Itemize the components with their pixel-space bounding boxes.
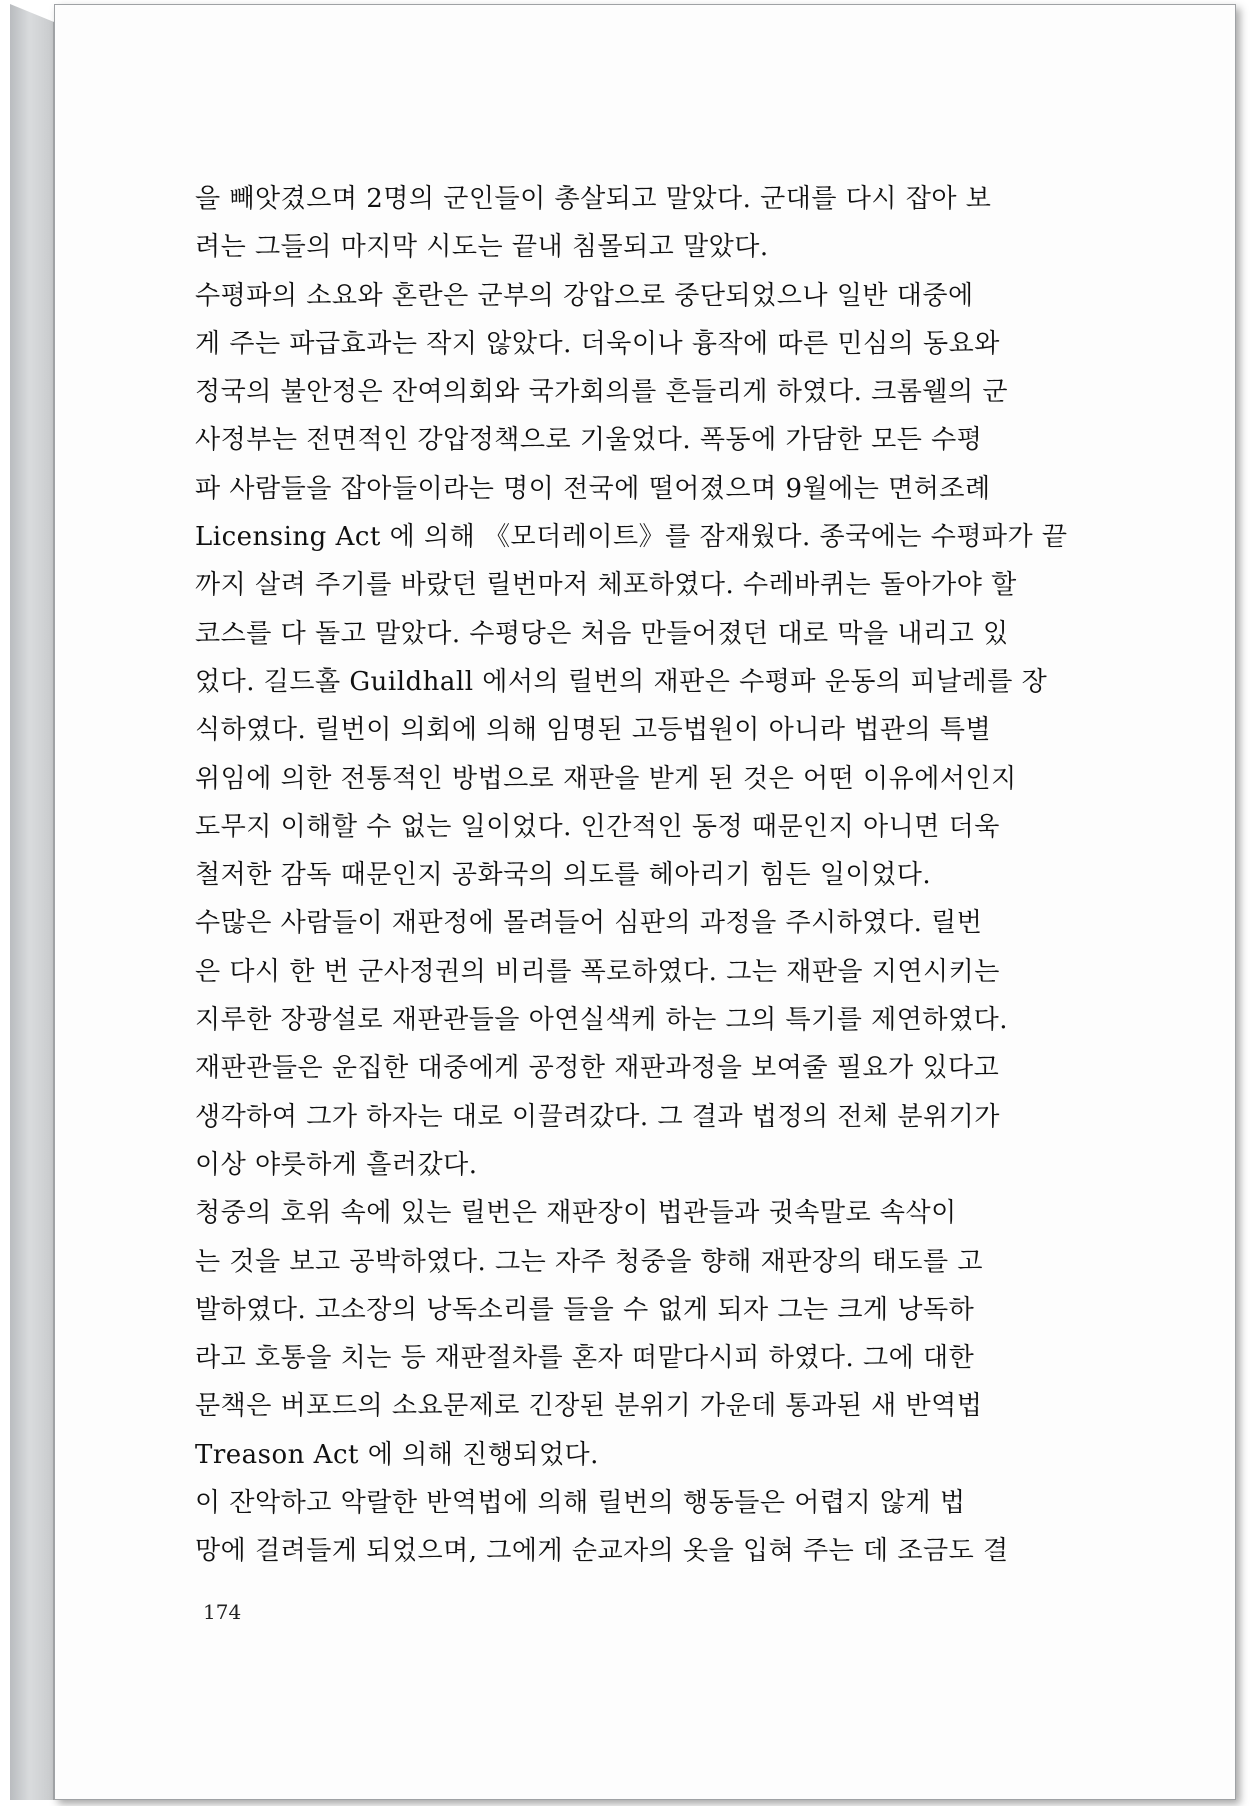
- text-line: 이 잔악하고 악랄한 반역법에 의해 릴번의 행동들은 어렵지 않게 법: [195, 1488, 966, 1519]
- book-page: [54, 4, 1236, 1800]
- text-line: 생각하여 그가 하자는 대로 이끌려갔다. 그 결과 법정의 전체 분위기가: [195, 1101, 1000, 1132]
- text-line: 수많은 사람들이 재판정에 몰려들어 심판의 과정을 주시하였다. 릴번: [195, 908, 983, 939]
- text-line: 코스를 다 돌고 말았다. 수평당은 처음 만들어졌던 대로 막을 내리고 있: [195, 618, 1009, 649]
- text-line: 식하였다. 릴번이 의회에 의해 임명된 고등법원이 아니라 법관의 특별: [195, 715, 992, 746]
- text-line: 청중의 호위 속에 있는 릴번은 재판장이 법관들과 귓속말로 속삭이: [195, 1198, 957, 1229]
- text-line: 게 주는 파급효과는 작지 않았다. 더욱이나 흉작에 따른 민심의 동요와: [195, 328, 1000, 359]
- page-number: 174: [203, 1600, 242, 1624]
- text-line: 위임에 의한 전통적인 방법으로 재판을 받게 된 것은 어떤 이유에서인지: [195, 763, 1017, 794]
- text-line: 사정부는 전면적인 강압정책으로 기울었다. 폭동에 가담한 모든 수평: [195, 425, 983, 456]
- text-line: 재판관들은 운집한 대중에게 공정한 재판과정을 보여줄 필요가 있다고: [195, 1053, 1000, 1084]
- text-line: 려는 그들의 마지막 시도는 끝내 침몰되고 말았다.: [195, 232, 769, 263]
- text-line: 라고 호통을 치는 등 재판절차를 혼자 떠맡다시피 하였다. 그에 대한: [195, 1343, 975, 1374]
- text-line: 는 것을 보고 공박하였다. 그는 자주 청중을 향해 재판장의 태도를 고: [195, 1246, 984, 1277]
- text-line: 정국의 불안정은 잔여의회와 국가회의를 흔들리게 하였다. 크롬웰의 군: [195, 377, 1008, 408]
- book-spine: [10, 4, 54, 1800]
- text-line: 도무지 이해할 수 없는 일이었다. 인간적인 동정 때문인지 아니면 더욱: [195, 811, 1000, 842]
- book: [10, 4, 1236, 1800]
- text-line: 수평파의 소요와 혼란은 군부의 강압으로 중단되었으나 일반 대중에: [195, 280, 974, 311]
- text-line: 은 다시 한 번 군사정권의 비리를 폭로하였다. 그는 재판을 지연시키는: [195, 956, 1000, 987]
- text-line: 이상 야릇하게 흘러갔다.: [195, 1149, 478, 1180]
- text-line: 까지 살려 주기를 바랐던 릴번마저 체포하였다. 수레바퀴는 돌아가야 할: [195, 570, 1017, 601]
- body-text: [195, 175, 1107, 1576]
- text-line: 문책은 버포드의 소요문제로 긴장된 분위기 가운데 통과된 새 반역법: [195, 1391, 983, 1422]
- text-line: 파 사람들을 잡아들이라는 명이 전국에 떨어졌으며 9월에는 면허조례: [195, 473, 991, 504]
- text-line: Licensing Act 에 의해 《모더레이트》를 잠재웠다. 종국에는 수평파가 끝: [195, 522, 1068, 553]
- text-line: Treason Act 에 의해 진행되었다.: [195, 1439, 599, 1470]
- text-line: 망에 걸려들게 되었으며, 그에게 순교자의 옷을 입혀 주는 데 조금도 결: [195, 1536, 1009, 1567]
- text-line: 철저한 감독 때문인지 공화국의 의도를 헤아리기 힘든 일이었다.: [195, 860, 932, 891]
- text-line: 었다. 길드홀 Guildhall 에서의 릴번의 재판은 수평파 운동의 피날레를 장: [195, 666, 1048, 697]
- text-line: 을 빼앗겼으며 2명의 군인들이 총살되고 말았다. 군대를 다시 잡아 보: [195, 184, 992, 214]
- text-line: 지루한 장광설로 재판관들을 아연실색케 하는 그의 특기를 제연하였다.: [195, 1005, 1008, 1036]
- text-line: 발하였다. 고소장의 낭독소리를 들을 수 없게 되자 그는 크게 낭독하: [195, 1294, 975, 1325]
